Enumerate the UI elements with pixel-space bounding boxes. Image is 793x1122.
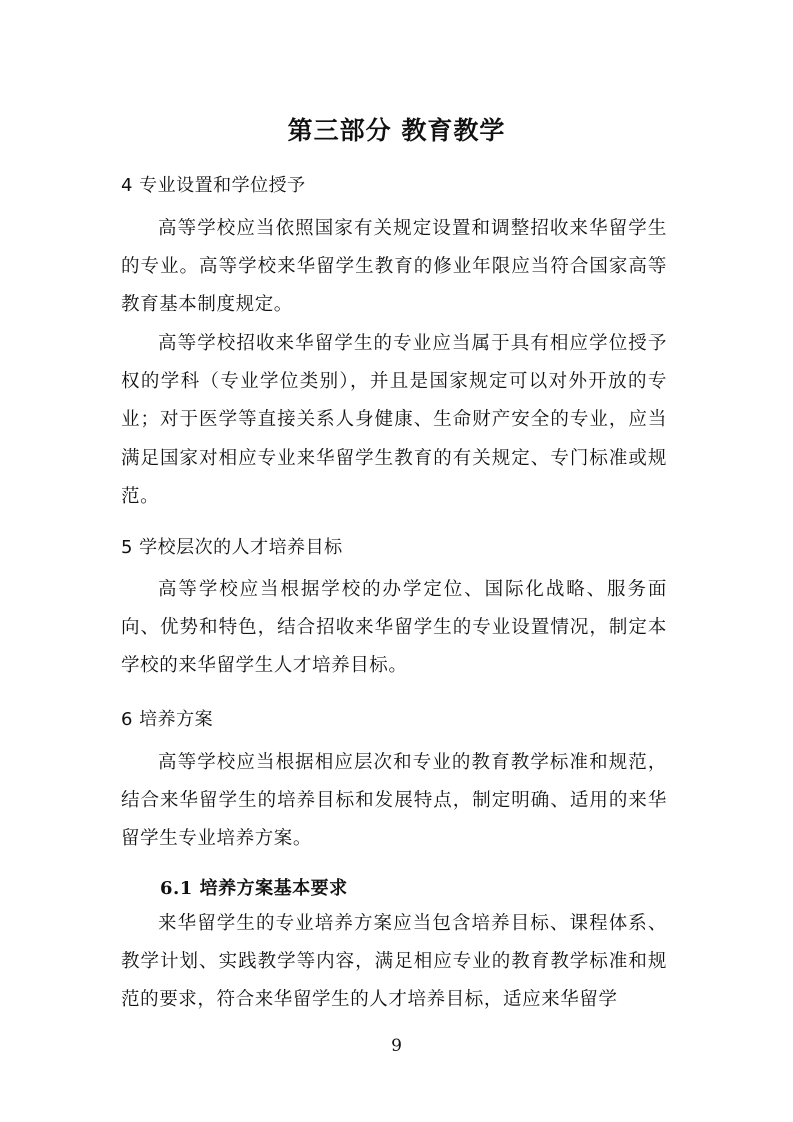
part-title: 第三部分 教育教学 [287,116,506,145]
section-heading-4: 4 专业设置和学位授予 [121,175,306,196]
section-heading-6: 6 培养方案 [121,709,214,730]
subsection-heading-6-1: 6.1 培养方案基本要求 [160,878,348,899]
section-4-paragraph-1: 高等学校应当依照国家有关规定设置和调整招收来华留学生的专业。高等学校来华留学生教育的修业年限应当符合国家高等教育基本制度规定。 [121,218,667,316]
section-6-paragraph-1: 高等学校应当根据相应层次和专业的教育教学标准和规范，结合来华留学生的培养目标和发展特点，制定明确、适用的来华留学生专业培养方案。 [121,752,667,850]
section-5-paragraph-1: 高等学校应当根据学校的办学定位、国际化战略、服务面向、优势和特色，结合招收来华留学生的专业设置情况，制定本学校的来华留学生人才培养目标。 [121,579,667,677]
section-heading-5: 5 学校层次的人才培养目标 [121,537,343,558]
subsection-6-1-paragraph: 来华留学生的专业培养方案应当包含培养目标、课程体系、教学计划、实践教学等内容，满足相应专业的教育教学标准和规范的要求，符合来华留学生的人才培养目标，适应来华留学 [121,913,667,1011]
page-number: 9 [391,1036,402,1056]
section-4-paragraph-2: 高等学校招收来华留学生的专业应当属于具有相应学位授予权的学科（专业学位类别），并且是国家规定可以对外开放的专业；对于医学等直接关系人身健康、生命财产安全的专业，应当满足国家对相应专业来华留学生教育的有关规定、专门标准或规范。 [121,333,667,507]
